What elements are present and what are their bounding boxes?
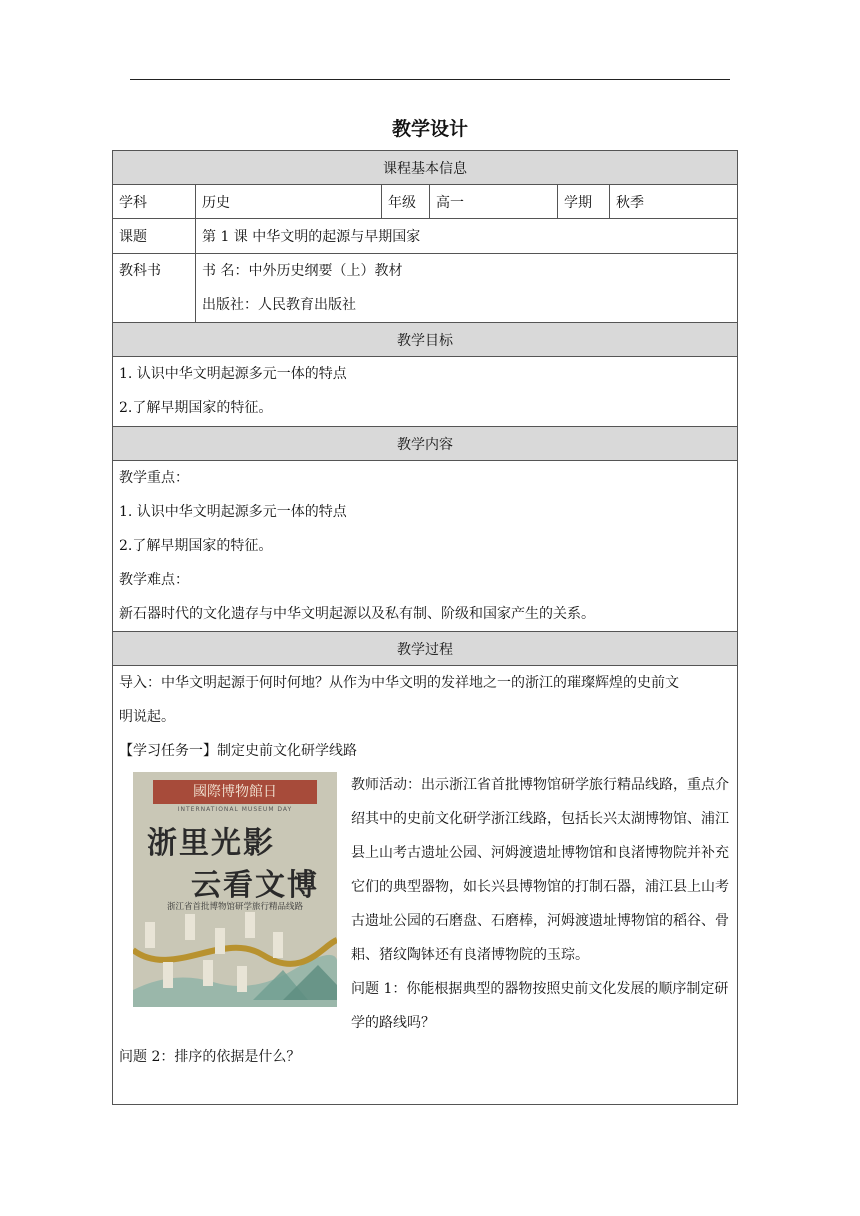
goals-row	[113, 357, 738, 427]
document-title: 教学设计	[391, 118, 468, 140]
textbook-name: 书 名：中外历史纲要（上）教材	[202, 263, 403, 279]
task-heading: 【学习任务一】制定史前文化研学线路	[119, 743, 357, 759]
intro-text-line1: 导入：中华文明起源于何时何地？从作为中华文明的发祥地之一的浙江的璀璨辉煌的史前文	[119, 675, 679, 691]
poster-calligraphy-1: 浙里光影	[147, 826, 275, 861]
textbook-value	[196, 254, 738, 323]
question-2-text: 问题 2：排序的依据是什么？	[119, 1049, 301, 1065]
header-rule	[130, 79, 730, 80]
topic-value: 第 1 课 中华文明的起源与早期国家	[196, 219, 738, 254]
term-label: 学期	[558, 185, 610, 219]
topic-row	[113, 219, 738, 254]
teacher-activity-text: 教师活动：出示浙江省首批博物馆研学旅行精品线路，重点介绍其中的史前文化研学浙江线路，包括长兴太湖博物馆、浦江县上山考古遗址公园、河姆渡遗址博物馆和良渚博物院并补充它们的典型器物，如长兴县博物馆的打制石器，浦江县上山考古遗址公园的石磨盘、石磨棒，河姆渡遗址博物馆的稻谷、骨耜、猪纹陶钵还有良渚博物院的玉琮。	[351, 777, 729, 963]
difficulty-label: 教学难点：	[119, 572, 189, 588]
key-points-label: 教学重点：	[119, 470, 189, 486]
content-row	[113, 461, 738, 632]
museum-poster-image	[133, 772, 337, 1007]
section-header-goals: 教学目标	[113, 323, 738, 357]
key-point-item: 2.了解早期国家的特征。	[119, 538, 273, 554]
goal-item: 2.了解早期国家的特征。	[119, 400, 273, 416]
lesson-plan-table	[112, 150, 738, 1105]
difficulty-text: 新石器时代的文化遗存与中华文明起源以及私有制、阶级和国家产生的关系。	[119, 606, 595, 622]
grade-value: 高一	[430, 185, 558, 219]
question-1-text: 问题 1：你能根据典型的器物按照史前文化发展的顺序制定研学的路线吗？	[351, 981, 729, 1031]
poster-banner-sub: INTERNATIONAL MUSEUM DAY	[177, 806, 293, 813]
subject-value: 历史	[196, 185, 382, 219]
subject-label: 学科	[113, 185, 196, 219]
intro-text-line2: 明说起。	[119, 709, 175, 725]
key-point-item: 1. 认识中华文明起源多元一体的特点	[119, 504, 347, 520]
goal-item: 1. 认识中华文明起源多元一体的特点	[119, 366, 347, 382]
poster-banner: 國際博物館日	[153, 780, 317, 804]
term-value: 秋季	[610, 185, 738, 219]
task-body	[119, 768, 731, 1074]
section-header-process: 教学过程	[113, 632, 738, 666]
process-row	[113, 666, 738, 1105]
poster-calligraphy-2: 云看文博	[191, 868, 319, 903]
info-row	[113, 185, 738, 219]
grade-label: 年级	[382, 185, 430, 219]
poster-caption: 浙江省首批博物馆研学旅行精品线路	[166, 902, 303, 912]
textbook-row	[113, 254, 738, 323]
section-header-basic-info: 课程基本信息	[113, 151, 738, 185]
topic-label: 课题	[113, 219, 196, 254]
poster-landscape-art	[133, 910, 337, 1007]
textbook-publisher: 出版社：人民教育出版社	[202, 297, 356, 313]
section-header-content: 教学内容	[113, 427, 738, 461]
textbook-label: 教科书	[113, 254, 196, 323]
